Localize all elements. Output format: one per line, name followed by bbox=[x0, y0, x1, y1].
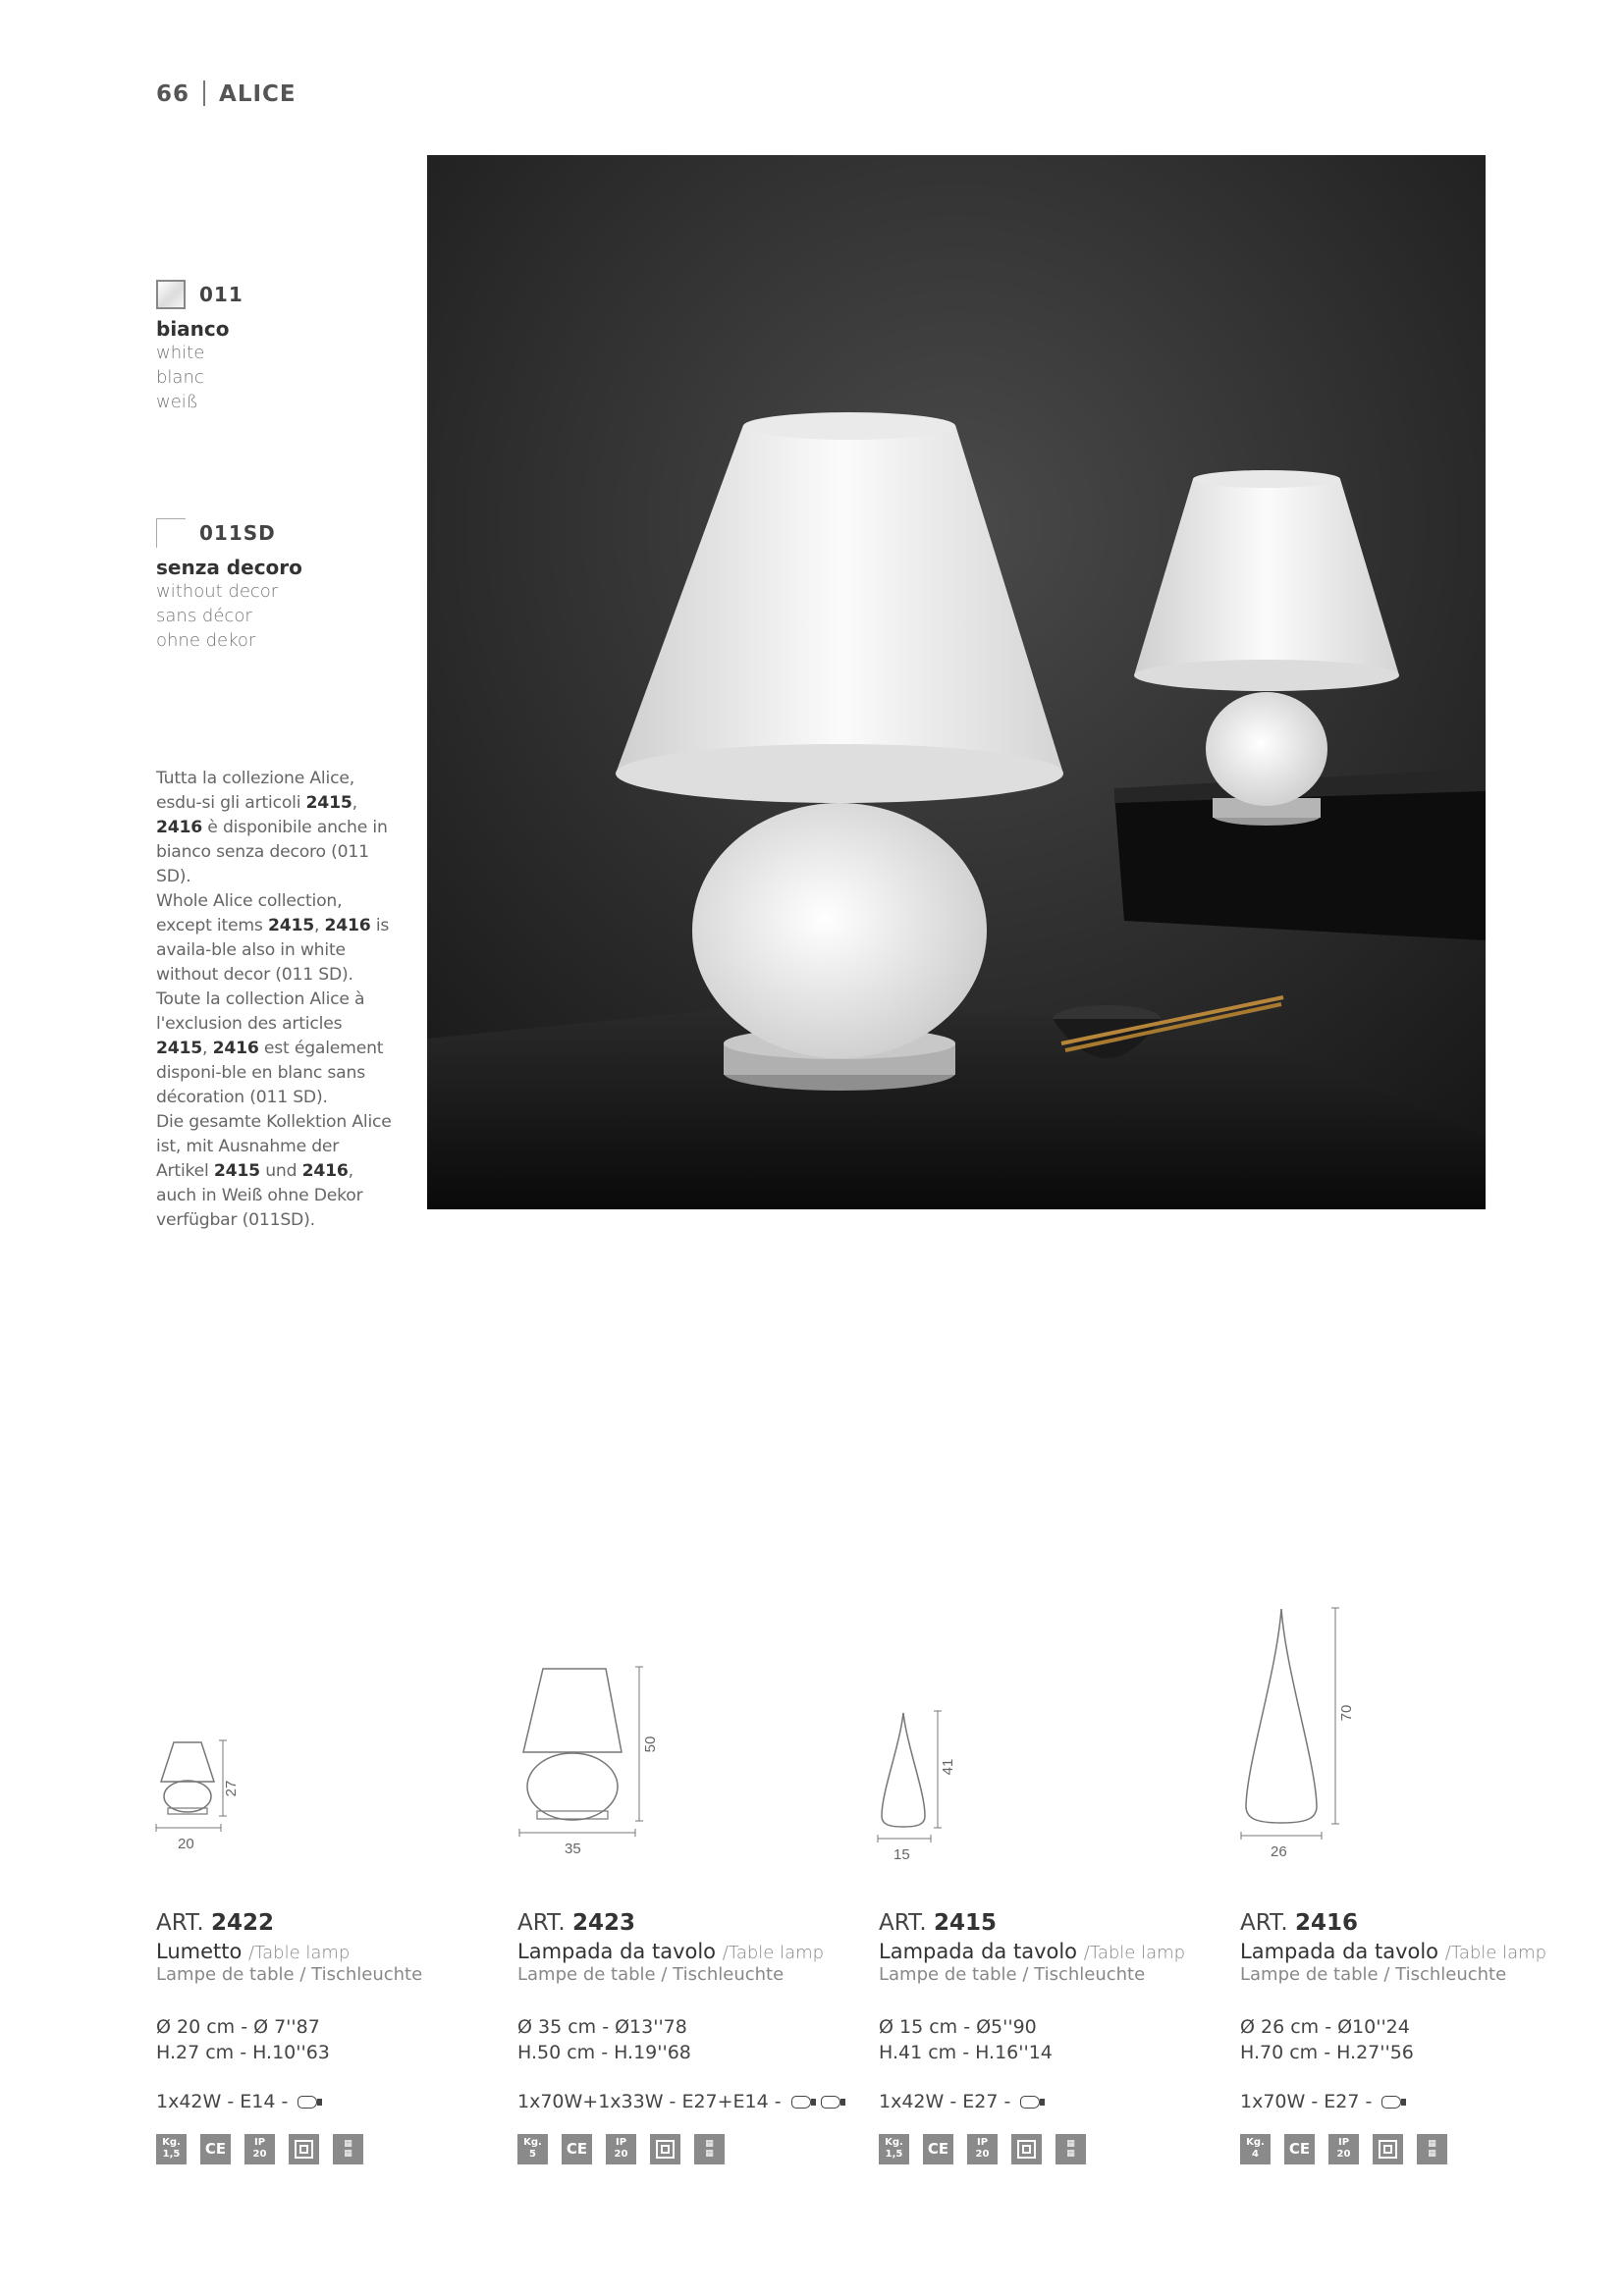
dimension-height: H.70 cm - H.27''56 bbox=[1240, 2042, 1414, 2063]
art-prefix: ART. bbox=[517, 1910, 566, 1936]
ce-mark-icon: CE bbox=[200, 2134, 231, 2164]
art-number: 2416 bbox=[1295, 1910, 1359, 1936]
finish-swatch-011 bbox=[156, 280, 313, 414]
finish-name-fr: blanc bbox=[156, 367, 204, 388]
drawing-art-2415 bbox=[874, 1708, 982, 1865]
wattage: 1x42W - E14 - bbox=[156, 2091, 289, 2112]
ip-rating-icon: IP 20 bbox=[967, 2134, 998, 2164]
height-label: 70 bbox=[1338, 1704, 1355, 1722]
white-finish-swatch-icon bbox=[156, 280, 186, 309]
finish-name-de: ohne dekor bbox=[156, 630, 256, 651]
finish-name-en: white bbox=[156, 343, 205, 363]
wattage: 1x70W+1x33W - E27+E14 - bbox=[517, 2091, 782, 2112]
finish-swatch-011sd bbox=[156, 518, 313, 653]
page-number: 66 bbox=[156, 81, 190, 107]
finish-code: 011 bbox=[199, 283, 244, 306]
art-prefix: ART. bbox=[879, 1910, 927, 1936]
double-insulation-icon bbox=[289, 2134, 319, 2164]
ce-mark-icon: CE bbox=[923, 2134, 953, 2164]
product-name: Lumetto bbox=[156, 1940, 243, 1963]
drawing-art-2416 bbox=[1237, 1605, 1370, 1865]
drawing-art-2423 bbox=[515, 1664, 673, 1865]
dimension-height: H.50 cm - H.19''68 bbox=[517, 2042, 691, 2063]
product-art-2423 bbox=[517, 1910, 841, 2167]
ce-mark-icon: CE bbox=[562, 2134, 592, 2164]
description-it: Tutta la collezione Alice, esdu-si gli articoli 2415, 2416 è disponibile anche in bianco senza decoro (011 SD). bbox=[156, 769, 388, 886]
header-divider bbox=[203, 80, 205, 106]
weight-icon: Kg. 1,5 bbox=[879, 2134, 909, 2164]
dimension-height: H.27 cm - H.10''63 bbox=[156, 2042, 330, 2063]
product-name-en: /Table lamp bbox=[1083, 1943, 1186, 1963]
width-label: 15 bbox=[893, 1846, 910, 1863]
flammable-surface-icon: ▦ ▦ bbox=[333, 2134, 363, 2164]
height-label: 41 bbox=[940, 1758, 956, 1776]
product-name: Lampada da tavolo bbox=[879, 1940, 1078, 1963]
product-art-2415 bbox=[879, 1910, 1203, 2167]
weight-icon: Kg. 5 bbox=[517, 2134, 548, 2164]
ip-rating-icon: IP 20 bbox=[1328, 2134, 1359, 2164]
page-header bbox=[156, 80, 297, 107]
flammable-surface-icon: ▦ ▦ bbox=[1056, 2134, 1086, 2164]
width-label: 26 bbox=[1271, 1843, 1287, 1860]
description-en: Whole Alice collection, except items 2415, 2416 is availa-ble also in white without decor (011 SD). bbox=[156, 891, 390, 985]
product-name-en: /Table lamp bbox=[1444, 1943, 1547, 1963]
ce-mark-icon: CE bbox=[1284, 2134, 1315, 2164]
product-photo bbox=[427, 155, 1486, 1209]
description-fr: Toute la collection Alice à l'exclusion des articles 2415, 2416 est également disponi-ble en blanc sans décoration (011 SD). bbox=[156, 989, 384, 1107]
flammable-surface-icon: ▦ ▦ bbox=[694, 2134, 725, 2164]
width-label: 35 bbox=[565, 1841, 581, 1857]
product-name-fr-de: Lampe de table / Tischleuchte bbox=[517, 1964, 785, 1985]
finish-name-en: without decor bbox=[156, 581, 279, 602]
dimension-diameter: Ø 15 cm - Ø5''90 bbox=[879, 2016, 1037, 2038]
certification-icons bbox=[517, 2134, 841, 2167]
finish-name: senza decoro bbox=[156, 556, 302, 579]
art-number: 2415 bbox=[934, 1910, 998, 1936]
product-name-fr-de: Lampe de table / Tischleuchte bbox=[879, 1964, 1146, 1985]
weight-icon: Kg. 1,5 bbox=[156, 2134, 187, 2164]
collection-title: ALICE bbox=[219, 81, 297, 107]
bulb-icon bbox=[1020, 2096, 1040, 2109]
double-insulation-icon bbox=[1011, 2134, 1042, 2164]
art-prefix: ART. bbox=[1240, 1910, 1288, 1936]
product-name-fr-de: Lampe de table / Tischleuchte bbox=[1240, 1964, 1507, 1985]
bulb-icon bbox=[1381, 2096, 1401, 2109]
dimension-height: H.41 cm - H.16''14 bbox=[879, 2042, 1053, 2063]
finish-name: bianco bbox=[156, 317, 230, 341]
weight-icon: Kg. 4 bbox=[1240, 2134, 1271, 2164]
product-name-fr-de: Lampe de table / Tischleuchte bbox=[156, 1964, 423, 1985]
drawing-art-2422 bbox=[152, 1737, 260, 1865]
finish-name-fr: sans décor bbox=[156, 606, 252, 626]
double-insulation-icon bbox=[1373, 2134, 1403, 2164]
art-prefix: ART. bbox=[156, 1910, 204, 1936]
product-art-2422 bbox=[156, 1910, 480, 2167]
flammable-surface-icon: ▦ ▦ bbox=[1417, 2134, 1447, 2164]
wattage: 1x42W - E27 - bbox=[879, 2091, 1011, 2112]
certification-icons bbox=[879, 2134, 1203, 2167]
product-name-en: /Table lamp bbox=[248, 1943, 351, 1963]
certification-icons bbox=[156, 2134, 480, 2167]
dimension-diameter: Ø 35 cm - Ø13''78 bbox=[517, 2016, 687, 2038]
width-label: 20 bbox=[178, 1836, 194, 1852]
product-name: Lampada da tavolo bbox=[517, 1940, 717, 1963]
certification-icons bbox=[1240, 2134, 1564, 2167]
dimension-diameter: Ø 26 cm - Ø10''24 bbox=[1240, 2016, 1410, 2038]
wattage: 1x70W - E27 - bbox=[1240, 2091, 1373, 2112]
product-art-2416 bbox=[1240, 1910, 1564, 2167]
height-label: 27 bbox=[223, 1780, 240, 1797]
dimension-diameter: Ø 20 cm - Ø 7''87 bbox=[156, 2016, 320, 2038]
bulb-icon bbox=[791, 2096, 811, 2109]
collection-description bbox=[156, 767, 397, 1233]
description-de: Die gesamte Kollektion Alice ist, mit Ausnahme der Artikel 2415 und 2416, auch in Weiß ohne Dekor verfügbar (011SD). bbox=[156, 1112, 392, 1230]
height-label: 50 bbox=[642, 1735, 659, 1753]
product-name: Lampada da tavolo bbox=[1240, 1940, 1439, 1963]
lamps-photo-illustration bbox=[427, 155, 1486, 1209]
bulb-icon bbox=[298, 2096, 317, 2109]
finish-code: 011SD bbox=[199, 521, 276, 545]
product-name-en: /Table lamp bbox=[722, 1943, 825, 1963]
art-number: 2422 bbox=[211, 1910, 275, 1936]
bulb-icon bbox=[821, 2096, 840, 2109]
double-insulation-icon bbox=[650, 2134, 680, 2164]
art-number: 2423 bbox=[572, 1910, 636, 1936]
finish-name-de: weiß bbox=[156, 392, 198, 412]
ip-rating-icon: IP 20 bbox=[606, 2134, 636, 2164]
no-decor-swatch-icon bbox=[156, 518, 186, 548]
ip-rating-icon: IP 20 bbox=[244, 2134, 275, 2164]
